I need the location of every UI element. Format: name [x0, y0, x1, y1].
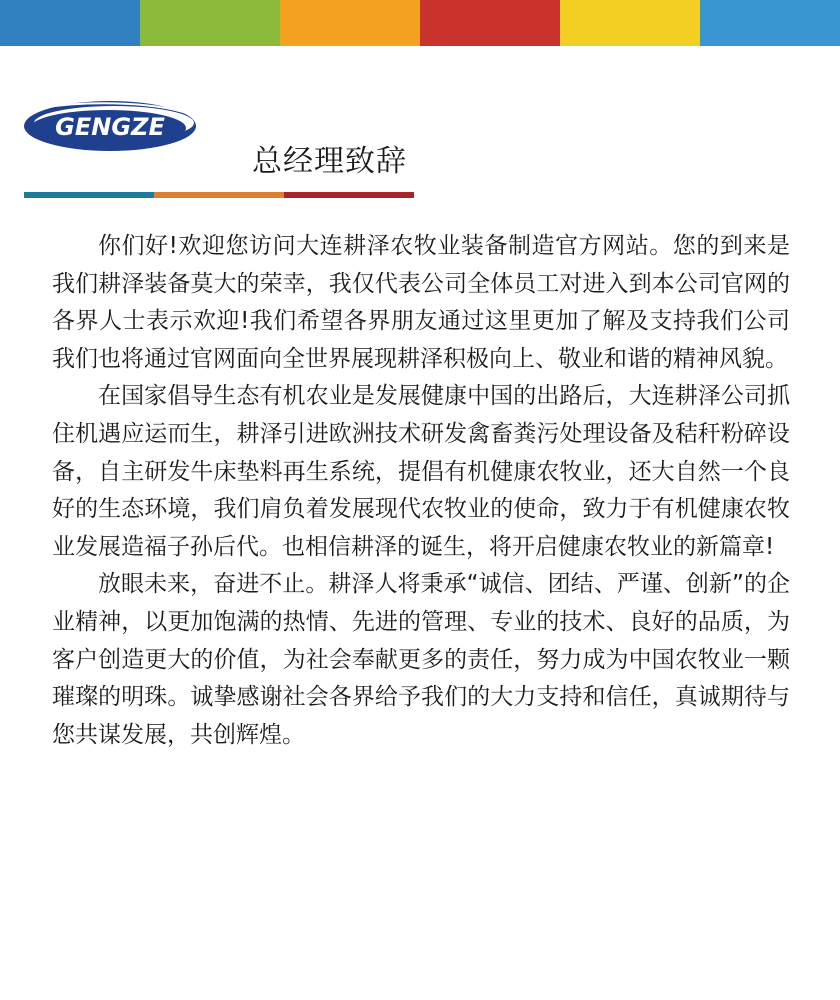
paragraph: 在国家倡导生态有机农业是发展健康中国的出路后，大连耕泽公司抓住机遇应运而生，耕泽引进欧洲技术研发禽畜粪污处理设备及秸秆粉碎设备，自主研发牛床垫料再生系统，提倡有机健康农牧业，还大自然一个良好的生态环境，我们肩负着发展现代农牧业的使命，致力于有机健康农牧业发展造福子孙后代。也相信耕泽的诞生，将开启健康农牧业的新篇章! [52, 383, 790, 560]
gengze-logo [22, 98, 198, 154]
message-body [52, 228, 790, 754]
underline-stripe [154, 192, 284, 198]
title-underline [24, 192, 414, 198]
paragraph: 放眼未来，奋进不止。耕泽人将秉承“诚信、团结、严谨、创新”的企业精神，以更加饱满的热情、先进的管理、专业的技术、良好的品质，为客户创造更大的价值，为社会奉献更多的责任，努力成为中国农牧业一颗璀璨的明珠。诚挚感谢社会各界给予我们的大力支持和信任，真诚期待与您共谋发展，共创辉煌。 [52, 571, 790, 748]
color-stripe [0, 0, 140, 46]
color-stripe [420, 0, 560, 46]
logo-text: GENGZE [55, 113, 165, 141]
page-title: 总经理致辞 [252, 144, 407, 179]
paragraph: 你们好!欢迎您访问大连耕泽农牧业装备制造官方网站。您的到来是我们耕泽装备莫大的荣幸，我仅代表公司全体员工对进入到本公司官网的各界人士表示欢迎!我们希望各界朋友通过这里更加了解及支持我们公司我们也将通过官网面向全世界展现耕泽积极向上、敬业和谐的精神风貌。 [52, 233, 790, 372]
color-stripe [700, 0, 840, 46]
underline-stripe [24, 192, 154, 198]
top-color-bar [0, 0, 840, 46]
color-stripe [280, 0, 420, 46]
color-stripe [140, 0, 280, 46]
color-stripe [560, 0, 700, 46]
underline-stripe [284, 192, 414, 198]
